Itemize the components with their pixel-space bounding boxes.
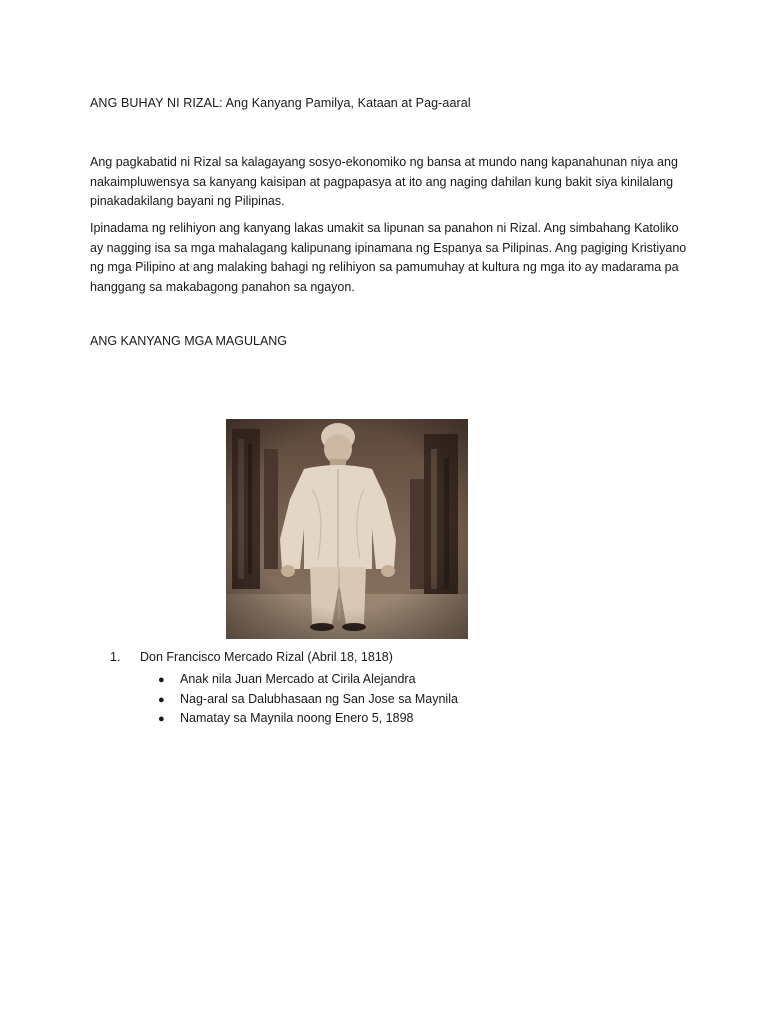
bullet-text: Namatay sa Maynila noong Enero 5, 1898	[180, 711, 414, 725]
bullet-icon: ●	[158, 674, 165, 686]
section-heading: ANG KANYANG MGA MAGULANG	[90, 334, 288, 348]
bullet-item	[158, 690, 458, 710]
portrait-photo	[226, 419, 468, 639]
list-item	[110, 650, 393, 664]
document-title: ANG BUHAY NI RIZAL: Ang Kanyang Pamilya, Kataan at Pag-aaral	[90, 96, 471, 110]
bullet-icon: ●	[158, 693, 165, 706]
list-number: 1.	[110, 650, 121, 664]
bullet-icon: ●	[158, 713, 165, 725]
list-item-text: Don Francisco Mercado Rizal (Abril 18, 1818)	[140, 650, 393, 664]
bullet-list	[158, 670, 458, 729]
bullet-item	[158, 709, 458, 729]
bullet-text: Nag-aral sa Dalubhasaan ng San Jose sa Maynila	[180, 691, 458, 706]
paragraph-1: Ang pagkabatid ni Rizal sa kalagayang sosyo-ekonomiko ng bansa at mundo nang kapanahunan niya ang nakaimpluwensya sa kanyang kaisipan at pagpapasya at ito ang naging dahilan kung bakit siya kinilalang pinakadakilang bayani ng Pilipinas.	[90, 155, 678, 208]
bullet-text: Anak nila Juan Mercado at Cirila Alejandra	[180, 672, 416, 686]
paragraph-2: Ipinadama ng relihiyon ang kanyang lakas umakit sa lipunan sa panahon ni Rizal. Ang simbahang Katoliko ay nagging isa sa mga mahalagang kalipunang ipinamana ng Espanya sa Pilipinas. Ang pagiging Kristiyano ng mga Pilipino at ang malaking bahagi ng relihiyon sa pamumuhay at kultura ng mga ito ay madarama pa hanggang sa makabagong panahon sa ngayon.	[90, 221, 687, 294]
bullet-item	[158, 670, 458, 690]
